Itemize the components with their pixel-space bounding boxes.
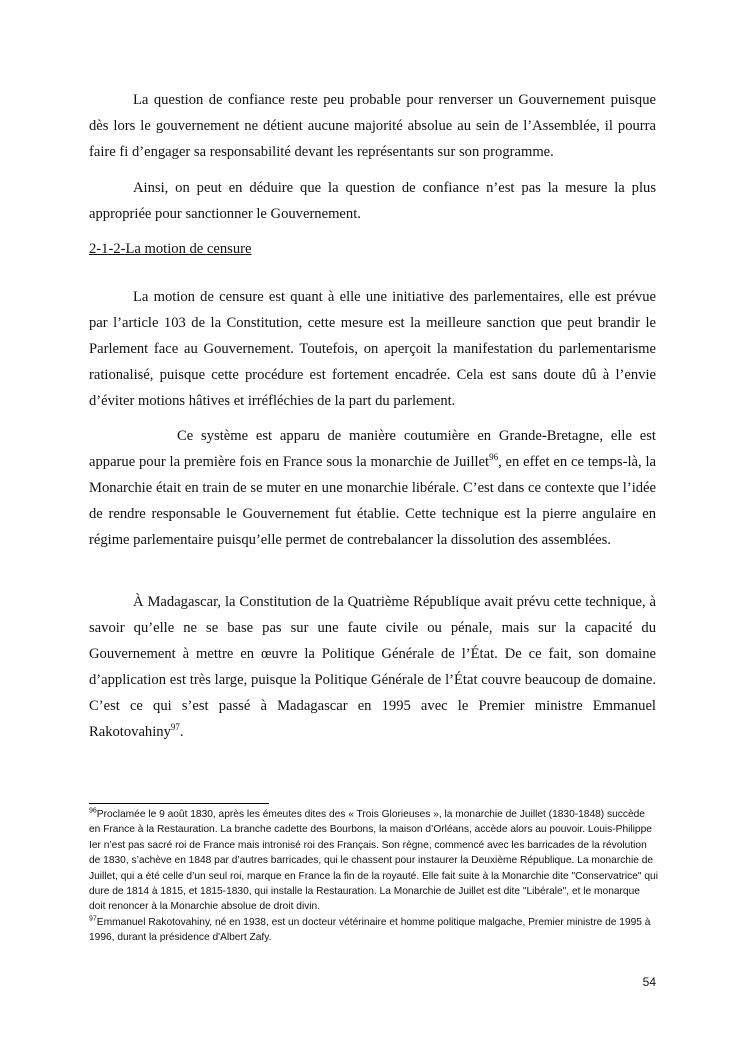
- footnote-97: [89, 915, 659, 946]
- paragraph-motion-de-censure: [89, 284, 656, 414]
- paragraph-2: Ainsi, on peut en déduire que la question de confiance n’est pas la mesure la plus appropriée pour sanctionner le Gouvernement.: [89, 180, 656, 222]
- paragraph-4-text-b: , en effet en ce temps-là, la Monarchie était en train de se muter en une monarchie libérale. C’est dans ce contexte que l’idée de rendre responsable le Gouvernement fut établie. Cette technique est la pierre angulaire en régime parlementaire puisqu’elle permet de contrebalancer la dissolution des assemblées.: [89, 454, 656, 548]
- paragraph-4-text-a: Ce système est apparu de manière coutumière en Grande-Bretagne, elle est apparue pour la première fois en France sous la monarchie de Juillet: [89, 428, 656, 470]
- footnote-97-text: Emmanuel Rakotovahiny, né en 1938, est un docteur vétérinaire et homme politique malgache, Premier ministre de 1995 à 1996, durant la présidence d'Albert Zafy.: [89, 916, 651, 944]
- section-heading-text: 2-1-2-La motion de censure: [89, 241, 252, 257]
- paragraph-madagascar: [89, 589, 656, 745]
- footnote-96: [89, 807, 659, 915]
- footnote-97-mark: 97: [89, 915, 97, 923]
- paragraph-5-text-a: À Madagascar, la Constitution de la Quatrième République avait prévu cette technique, à savoir qu’elle ne se base pas sur une faute civile ou pénale, mais sur la capacité du Gouvernement à mettre en œuvre la Politique Générale de l’État. De ce fait, son domaine d’application est très large, puisque la Politique Générale de l’État couvre beaucoup de domaine. C’est ce qui s’est passé à Madagascar en 1995 avec le Premier ministre Emmanuel Rakotovahiny: [89, 594, 656, 740]
- section-heading-wrapper: [89, 236, 656, 262]
- section-heading: [89, 236, 656, 262]
- page-number: 54: [642, 975, 656, 989]
- paragraph-4: [89, 423, 656, 553]
- footnotes: [89, 807, 659, 946]
- paragraph-conclusion: [89, 175, 656, 227]
- paragraph-5: [89, 589, 656, 745]
- footnote-96-text: Proclamée le 9 août 1830, après les émeutes dites des « Trois Glorieuses », la monarchie de Juillet (1830-1848) succède en France à la Restauration. La branche cadette des Bourbons, la maison d’Orléans, accède alors au pouvoir. Louis-Philippe Ier n’est pas sacré roi de France mais intronisé roi des Français. Son règne, commencé avec les barricades de la révolution de 1830, s’achève en 1848 par d’autres barricades, qui le chassent pour instaurer la Deuxième République. La monarchie de Juillet, qui a été celle d’un seul roi, marque en France la fin de la royauté. Elle fait suite à la Monarchie dite "Conservatrice" qui dure de 1814 à 1815, et 1815-1830, qui installe la Restauration. La Monarchie de Juillet est dite "Libérale", et le monarque doit renoncer à la Monarchie absolue de droit divin.: [89, 809, 658, 913]
- footnote-ref-96: 96: [489, 452, 499, 463]
- paragraph-5-text-b: .: [179, 724, 184, 740]
- footnote-separator: [89, 803, 269, 804]
- paragraph-question-de-confiance: [89, 87, 656, 165]
- paragraph-1: La question de confiance reste peu probable pour renverser un Gouvernement puisque dès lors le gouvernement ne détient aucune majorité absolue au sein de l’Assemblée, il pourra faire fi d’engager sa responsabilité devant les représentants sur son programme.: [89, 92, 656, 160]
- paragraph-3: La motion de censure est quant à elle une initiative des parlementaires, elle est prévue par l’article 103 de la Constitution, cette mesure est la meilleure sanction que peut brandir le Parlement face au Gouvernement. Toutefois, on aperçoit la manifestation du parlementarisme rationalisé, puisque cette procédure est fortement encadrée. Cela est sans doute dû à l’envie d’éviter motions hâtives et irréfléchies de la part du parlement.: [89, 289, 656, 409]
- paragraph-systeme: [89, 423, 656, 553]
- footnote-ref-97: 97: [170, 722, 180, 733]
- footnote-96-mark: 96: [89, 807, 97, 815]
